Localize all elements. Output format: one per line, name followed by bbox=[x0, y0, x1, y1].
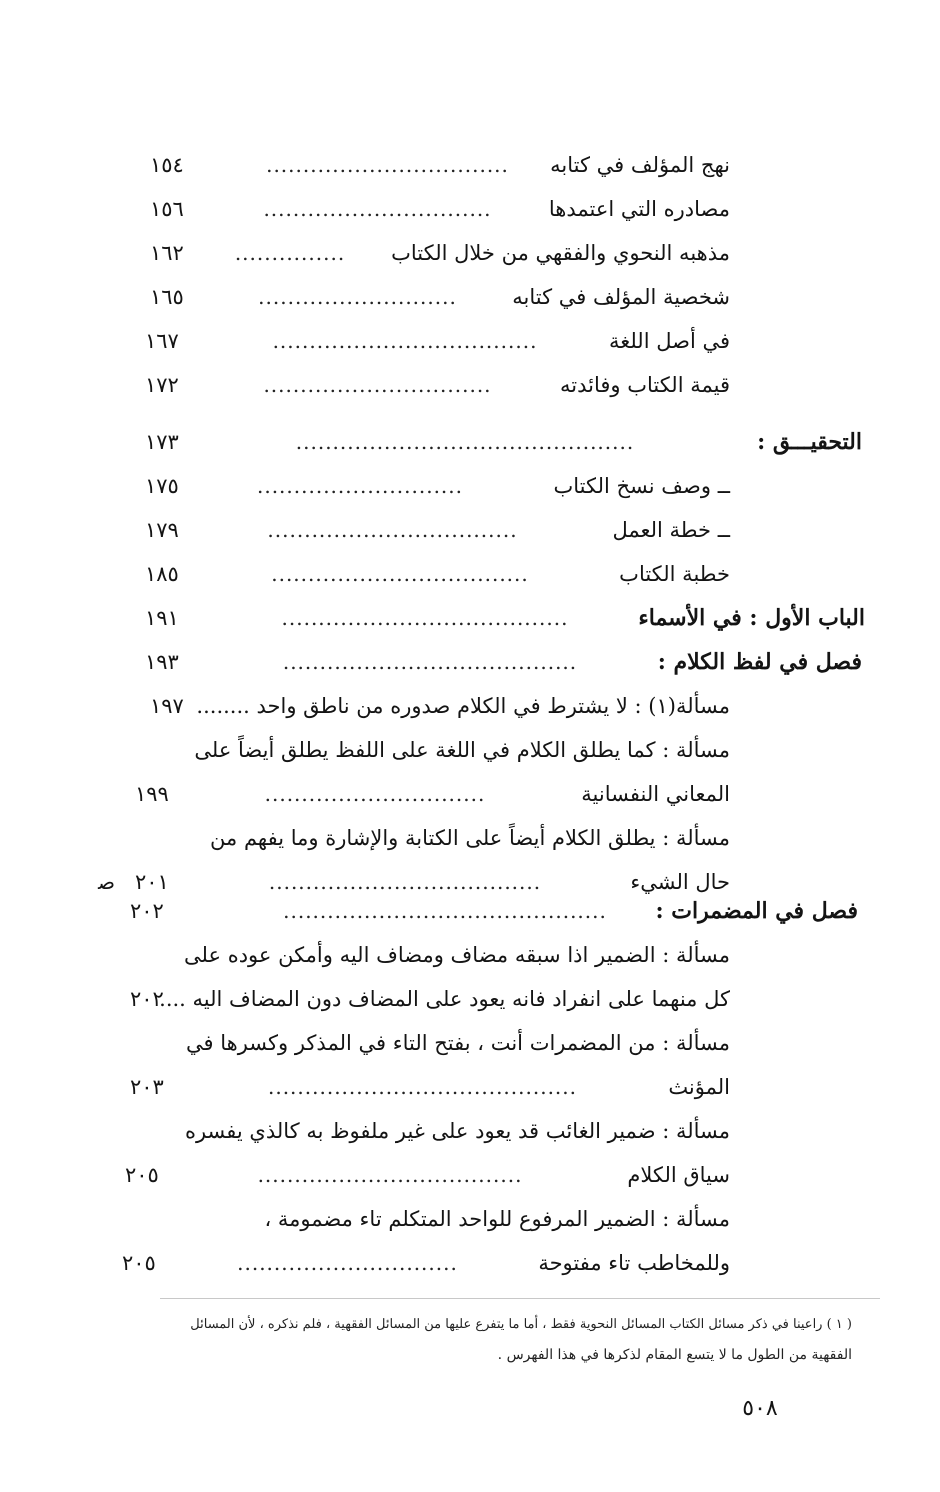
entry-page-number: ١٨٥ bbox=[145, 562, 179, 586]
toc-entry bbox=[0, 684, 940, 728]
toc-entry bbox=[0, 508, 940, 552]
entry-title: مسألة(١) : لا يشترط في الكلام صدوره من ناطق واحد ........ bbox=[196, 694, 730, 718]
toc-entry-continued bbox=[0, 1197, 940, 1241]
toc-entry bbox=[0, 1065, 940, 1109]
toc-section-heading bbox=[0, 889, 940, 933]
toc-entry bbox=[0, 187, 940, 231]
entry-page-number: ١٧٩ bbox=[145, 518, 179, 542]
leader-dots: ........................... bbox=[258, 285, 457, 309]
toc-entry bbox=[0, 552, 940, 596]
entry-title: الباب الأول : في الأسماء bbox=[638, 605, 865, 631]
entry-page-number: ١٩١ bbox=[145, 606, 179, 630]
leader-dots: ........................................ bbox=[282, 650, 578, 674]
entry-page-number: ٢٠٣ bbox=[130, 1075, 164, 1099]
entry-title: وللمخاطب تاء مفتوحة bbox=[538, 1251, 730, 1275]
leader-dots: .................................... bbox=[257, 1163, 523, 1187]
toc-entry bbox=[0, 143, 940, 187]
leader-dots: .............................. bbox=[264, 782, 486, 806]
entry-page-number: ١٩٣ bbox=[145, 650, 179, 674]
entry-title: قيمة الكتاب وفائدته bbox=[559, 373, 730, 397]
entry-title: مصادره التي اعتمدها bbox=[548, 197, 730, 221]
toc-entry bbox=[0, 231, 940, 275]
leader-dots: ............................... bbox=[263, 197, 492, 221]
entry-page-number: ١٩٧ bbox=[150, 694, 184, 718]
entry-title: مسألة : يطلق الكلام أيضاً على الكتابة والإشارة وما يفهم من bbox=[210, 826, 730, 850]
leader-dots: ................................... bbox=[271, 562, 529, 586]
entry-page-number: ١٥٤ bbox=[150, 153, 184, 177]
entry-title: مسألة : الضمير اذا سبقه مضاف ومضاف اليه وأمكن عوده على bbox=[184, 943, 730, 967]
leader-dots: ................................. bbox=[266, 153, 509, 177]
entry-title: ــ وصف نسخ الكتاب bbox=[553, 474, 730, 498]
entry-title: مسألة : من المضمرات أنت ، بفتح التاء في المذكر وكسرها في bbox=[186, 1031, 730, 1055]
entry-title: سياق الكلام bbox=[627, 1163, 730, 1187]
footnote bbox=[82, 1310, 852, 1370]
entry-title: حال الشيء bbox=[630, 870, 730, 894]
toc-entry bbox=[0, 772, 940, 816]
entry-page-number: ٢٠٢ bbox=[130, 987, 164, 1011]
entry-title: مسألة : الضمير المرفوع للواحد المتكلم تاء مضمومة ، bbox=[264, 1207, 730, 1231]
leader-dots: ............... bbox=[234, 241, 346, 265]
toc-entry-continued bbox=[0, 1109, 940, 1153]
leader-dots: ............................... bbox=[263, 373, 492, 397]
entry-title: شخصية المؤلف في كتابه bbox=[512, 285, 730, 309]
toc-section-heading bbox=[0, 420, 940, 464]
leader-dots: .......................................... bbox=[267, 1075, 577, 1099]
toc-section-heading bbox=[0, 596, 940, 640]
entry-title: نهج المؤلف في كتابه bbox=[550, 153, 730, 177]
entry-title: فصل في لفظ الكلام : bbox=[657, 649, 862, 675]
footnote-separator bbox=[160, 1298, 880, 1299]
entry-page-number: ١٩٩ bbox=[135, 782, 169, 806]
entry-page-number: ١٥٦ bbox=[150, 197, 184, 221]
handwritten-mark: ﺻ bbox=[98, 870, 115, 894]
entry-page-number: ١٦٧ bbox=[145, 329, 179, 353]
entry-title: ــ خطة العمل bbox=[612, 518, 730, 542]
entry-title: مذهبه النحوي والفقهي من خلال الكتاب bbox=[391, 241, 730, 265]
leader-dots: .............................................. bbox=[295, 430, 635, 454]
entry-title: التحقيـــق : bbox=[757, 429, 862, 455]
toc-section-heading bbox=[0, 640, 940, 684]
leader-dots: ....................................... bbox=[281, 606, 569, 630]
entry-title: المؤنث bbox=[668, 1075, 730, 1099]
footnote-line: الفقهية من الطول ما لا يتسع المقام لذكرها في هذا الفهرس . bbox=[497, 1347, 852, 1363]
page-number: ٥٠٨ bbox=[742, 1396, 778, 1421]
toc-entry bbox=[0, 275, 940, 319]
leader-dots: ............................ bbox=[256, 474, 463, 498]
leader-dots: ..................................... bbox=[268, 870, 542, 894]
entry-page-number: ٢٠١ bbox=[135, 870, 169, 894]
footnote-line: ( ١ ) راعينا في ذكر مسائل الكتاب المسائل النحوية فقط ، أما ما يتفرع عليها من المسائل الفقهية ، فلم نذكره ، لأن المسائل bbox=[190, 1317, 852, 1332]
toc-entry bbox=[0, 319, 940, 363]
toc-entry bbox=[0, 363, 940, 407]
entry-page-number: ١٧٣ bbox=[145, 430, 179, 454]
entry-title: المعاني النفسانية bbox=[581, 782, 730, 806]
entry-page-number: ١٧٢ bbox=[145, 373, 179, 397]
toc-entry bbox=[0, 464, 940, 508]
entry-page-number: ٢٠٥ bbox=[122, 1251, 156, 1275]
entry-page-number: ٢٠٢ bbox=[130, 899, 164, 923]
entry-page-number: ١٧٥ bbox=[145, 474, 179, 498]
toc-entry bbox=[0, 1153, 940, 1197]
toc-entry-continued bbox=[0, 816, 940, 860]
entry-title: كل منهما على انفراد فانه يعود على المضاف دون المضاف اليه .... bbox=[159, 987, 730, 1011]
entry-title: مسألة : ضمير الغائب قد يعود على غير ملفوظ به كالذي يفسره bbox=[184, 1119, 730, 1143]
entry-title: مسألة : كما يطلق الكلام في اللغة على اللفظ يطلق أيضاً على bbox=[194, 738, 730, 762]
leader-dots: .................................. bbox=[267, 518, 518, 542]
entry-title: خطبة الكتاب bbox=[619, 562, 730, 586]
entry-title: فصل في المضمرات : bbox=[655, 898, 858, 924]
leader-dots: .............................. bbox=[237, 1251, 458, 1275]
entry-page-number: ١٦٢ bbox=[150, 241, 184, 265]
leader-dots: .................................... bbox=[272, 329, 538, 353]
toc-entry bbox=[0, 1241, 940, 1285]
toc-entry-continued bbox=[0, 933, 940, 977]
toc-entry-continued bbox=[0, 1021, 940, 1065]
entry-page-number: ٢٠٥ bbox=[125, 1163, 159, 1187]
toc-entry bbox=[0, 977, 940, 1021]
entry-page-number: ١٦٥ bbox=[150, 285, 184, 309]
leader-dots: ............................................ bbox=[283, 899, 607, 923]
entry-title: في أصل اللغة bbox=[608, 329, 730, 353]
toc-entry-continued bbox=[0, 728, 940, 772]
